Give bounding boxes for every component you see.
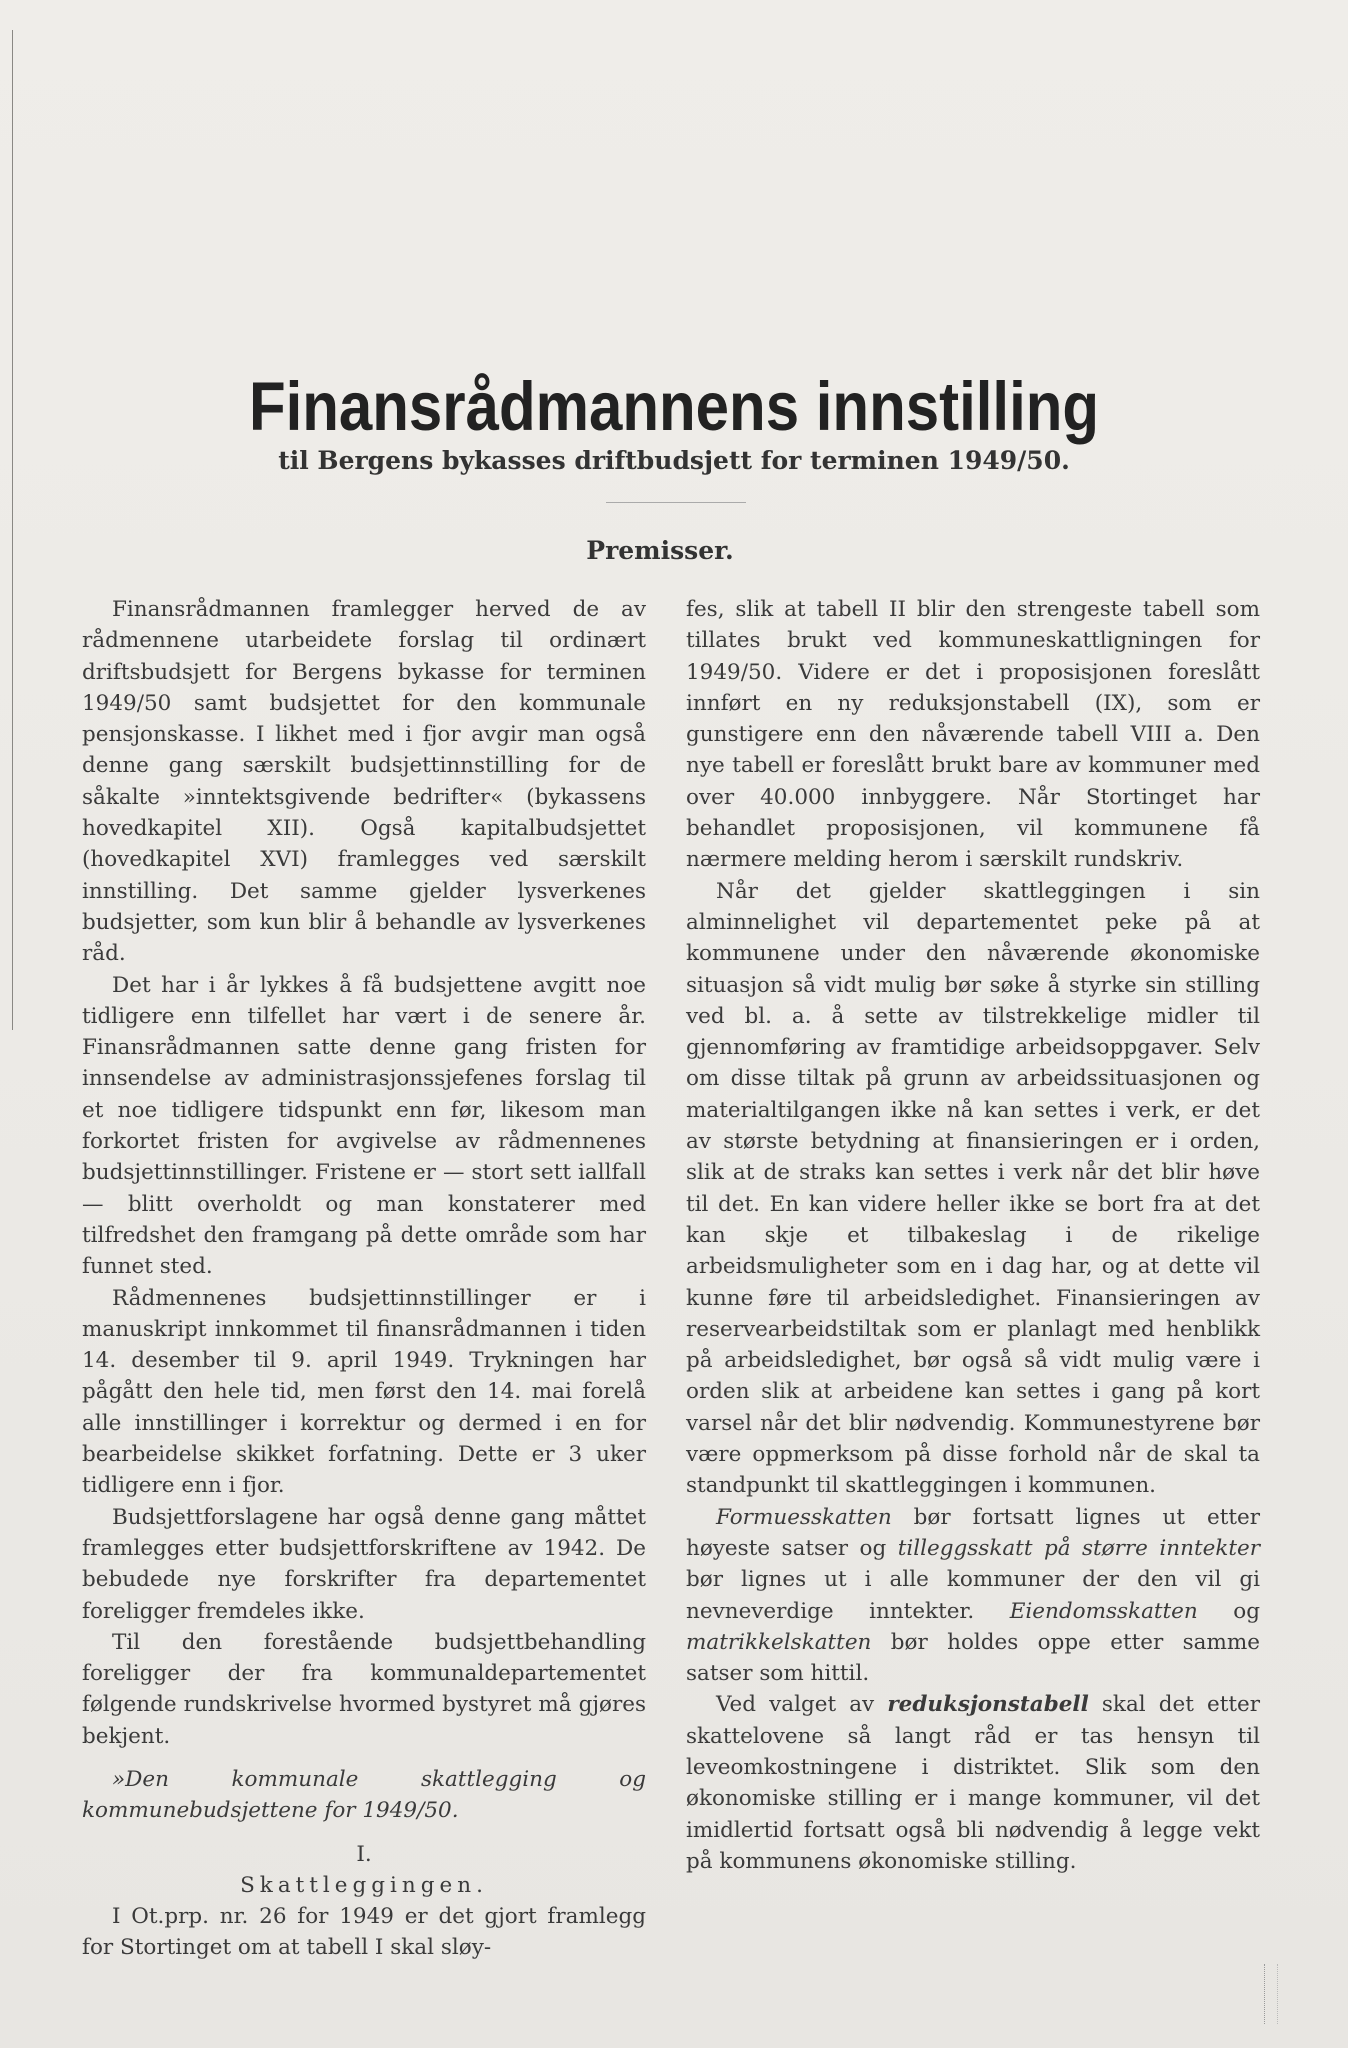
paragraph: I Ot.prp. nr. 26 for 1949 er det gjort framlegg for Stortinget om at tabell I skal sløy-: [82, 1904, 646, 1961]
paragraph: Budsjettforslagene har også denne gang måttet framlegges etter budsjettforskriftene av 1942. De bebudede nye forskrifter fra departementet foreligger fremdeles ikke.: [82, 1504, 646, 1624]
roman-numeral-heading: I.: [356, 1841, 372, 1867]
text-run: Ved valget av: [716, 1692, 888, 1718]
left-column: [82, 594, 646, 1964]
scan-artifact: [1264, 1964, 1278, 2024]
emphasis: matrikkelskatten: [686, 1629, 872, 1655]
divider-rule: [606, 502, 746, 503]
circular-quote-title: »Den kommunale skattlegging og kommunebudsjettene for 1949/50.: [82, 1766, 646, 1824]
paragraph: fes, slik at tabell II blir den strengeste tabell som tillates brukt ved kommuneskattligningen for 1949/50. Videre er det i proposisjonen foreslått innført en ny reduksjonstabell (IX), som er gunstigere enn den nåværende tabell VIII a. Den nye tabell er foreslått brukt bare av kommuner med over 40.000 innbyggere. Når Stortinget har behandlet proposisjonen, vil kommunene få nærmere melding herom i særskilt rundskriv.: [686, 597, 1260, 873]
emphasis: reduksjonstabell: [887, 1692, 1089, 1718]
paragraph: [686, 1502, 1260, 1690]
scan-edge-line: [12, 30, 13, 1030]
document-title: Finansrådmannens innstilling: [248, 367, 1100, 446]
section-heading: Premisser.: [586, 536, 734, 565]
document-subtitle: til Bergens bykasses driftbudsjett for terminen 1949/50.: [278, 446, 1070, 475]
right-column: [686, 594, 1260, 1877]
paragraph: Rådmennenes budsjettinnstillinger er i manuskript innkommet til finansrådmannen i tiden 14. desember til 9. april 1949. Trykningen har pågått den hele tid, men først den 14. mai forelå alle innstillinger i korrektur og dermed i en for bearbeidelse skikket forfatning. Dette er 3 uker tidligere enn i fjor.: [82, 1285, 646, 1499]
text-run: og: [1197, 1598, 1260, 1624]
paragraph: [686, 1689, 1260, 1877]
paragraph: Finansrådmannen framlegger herved de av rådmennene utarbeidete forslag til ordinært driftsbudsjett for Bergens bykasse for terminen 1949/50 samt budsjettet for den kommunale pensjonskasse. I likhet med i fjor avgir man også denne gang særskilt budsjettinnstilling for de såkalte »inntektsgivende bedrifter« (bykassens hovedkapitel XII). Også kapitalbudsjettet (hovedkapitel XVI) framlegges ved særskilt innstilling. Det samme gjelder lysverkenes budsjetter, som kun blir å behandle av lysverkenes råd.: [82, 597, 646, 967]
emphasis: Formuesskatten: [716, 1504, 892, 1530]
paragraph: Det har i år lykkes å få budsjettene avgitt noe tidligere enn tilfellet har vært i de senere år. Finansrådmannen satte denne gang fristen for innsendelse av administrasjonssjefenes forslag til et noe tidligere tidspunkt enn før, likesom man forkortet fristen for avgivelse av rådmennenes budsjettinnstillinger. Fristene er — stort sett iallfall — blitt overholdt og man konstaterer med tilfredshet den framgang på dette område som har funnet sted.: [82, 972, 646, 1280]
paragraph: Til den forestående budsjettbehandling foreligger der fra kommunaldepartementet følgende rundskrivelse hvormed bystyret må gjøres bekjent.: [82, 1629, 646, 1749]
subsection-heading: Skattleggingen.: [240, 1872, 488, 1898]
text-run: bør holdes oppe etter samme satser som hittil.: [686, 1629, 1260, 1687]
emphasis: Eiendomsskatten: [1009, 1598, 1198, 1624]
paragraph: Når det gjelder skattleggingen i sin alminnelighet vil departementet peke på at kommunene under den nåværende økonomiske situasjon så vidt mulig bør søke å styrke sin stilling ved bl. a. å sette av tilstrekkelige midler til gjennomføring av framtidige arbeidsoppgaver. Selv om disse tiltak på grunn av arbeidssituasjonen og materialtilgangen ikke nå kan settes i verk, er det av største betydning at finansieringen er i orden, slik at de straks kan settes i verk når det blir høve til det. En kan videre heller ikke se bort fra at det kan skje et tilbakeslag i de rikelige arbeidsmuligheter som en i dag har, og at dette vil kunne føre til arbeidsledighet. Finansieringen av reservearbeidstiltak som er planlagt med henblikk på arbeidsledighet, bør også så vidt mulig være i orden slik at arbeidene kan settes i gang på kort varsel når det blir nødvendig. Kommunestyrene bør være oppmerksom på disse forhold når de skal ta standpunkt til skattleggingen i kommunen.: [686, 878, 1260, 1499]
text-run: bør fortsatt lignes ut etter høyeste satser og: [686, 1504, 1260, 1561]
emphasis: tilleggsskatt på større inntekter: [897, 1535, 1260, 1561]
text-run: bør lignes ut i alle kommuner der den vil gi nevneverdige inntekter.: [686, 1567, 1260, 1624]
text-run: skal det etter skattelovene så langt råd er tas hensyn til leveomkostningene i distriktet. Slik som den økonomiske stilling er i mange kommuner, vil det imidlertid fortsatt også bli nødvendig å legge vekt på kommunens økonomiske stilling.: [686, 1692, 1260, 1874]
